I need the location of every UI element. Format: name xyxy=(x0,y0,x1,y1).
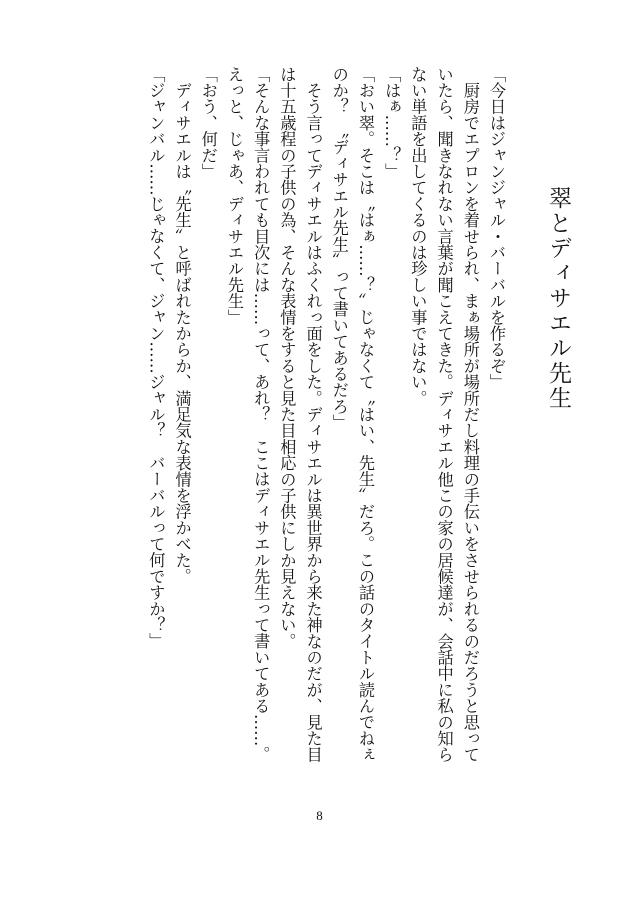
body-text xyxy=(59,66,509,763)
chapter-title: 翠とディサエル先生 xyxy=(545,186,571,411)
text-line: ディサエルは〝先生〟と呼ばれたからか、満足気な表情を浮かべた。 xyxy=(172,66,192,585)
text-line: 「おう、何だ」 xyxy=(198,66,218,180)
page-number: 8 xyxy=(316,808,323,823)
text-line: 「おい翠。そこは〝はぁ……？〟じゃなくて〝はい、先生〟だろ。この話のタイトル読んでねぇ xyxy=(355,66,375,763)
text-line: 「今日はジャンジャル・バーバルを作るぞ」 xyxy=(487,66,506,390)
text-line: 「はぁ……？」 xyxy=(382,66,402,180)
text-line: そう言ってディサエルはふくれっ面をした。ディサエルは異世界から来た神なのだが、見た目 xyxy=(303,66,323,763)
text-line: えっと、じゃあ、ディサエル先生」 xyxy=(224,66,244,326)
text-line: 「ジャンバル……じゃなくて、ジャン……ジャル？ バーバルって何ですか？」 xyxy=(146,66,166,650)
text-line: いたら、聞きなれない言葉が聞こえてきた。ディサエル他この家の居候達が、会話中に私の知ら xyxy=(434,66,454,763)
text-line: 「そんな事言われても目次には……って、あれ？ ここはディサエル先生って書いてある……。 xyxy=(251,66,271,763)
text-line: 厨房でエプロンを着せられ、まぁ場所が場所だし料理の手伝いをさせられるのだろうと思って xyxy=(460,66,480,763)
text-line: のか？ 〝ディサエル先生〟って書いてあるだろ」 xyxy=(329,66,349,431)
text-line: は十五歳程の子供の為、そんな表情をすると見た目相応の子供にしか見えない。 xyxy=(277,66,297,650)
text-line: ない単語を出してくるのは珍しい事ではない。 xyxy=(408,66,428,407)
